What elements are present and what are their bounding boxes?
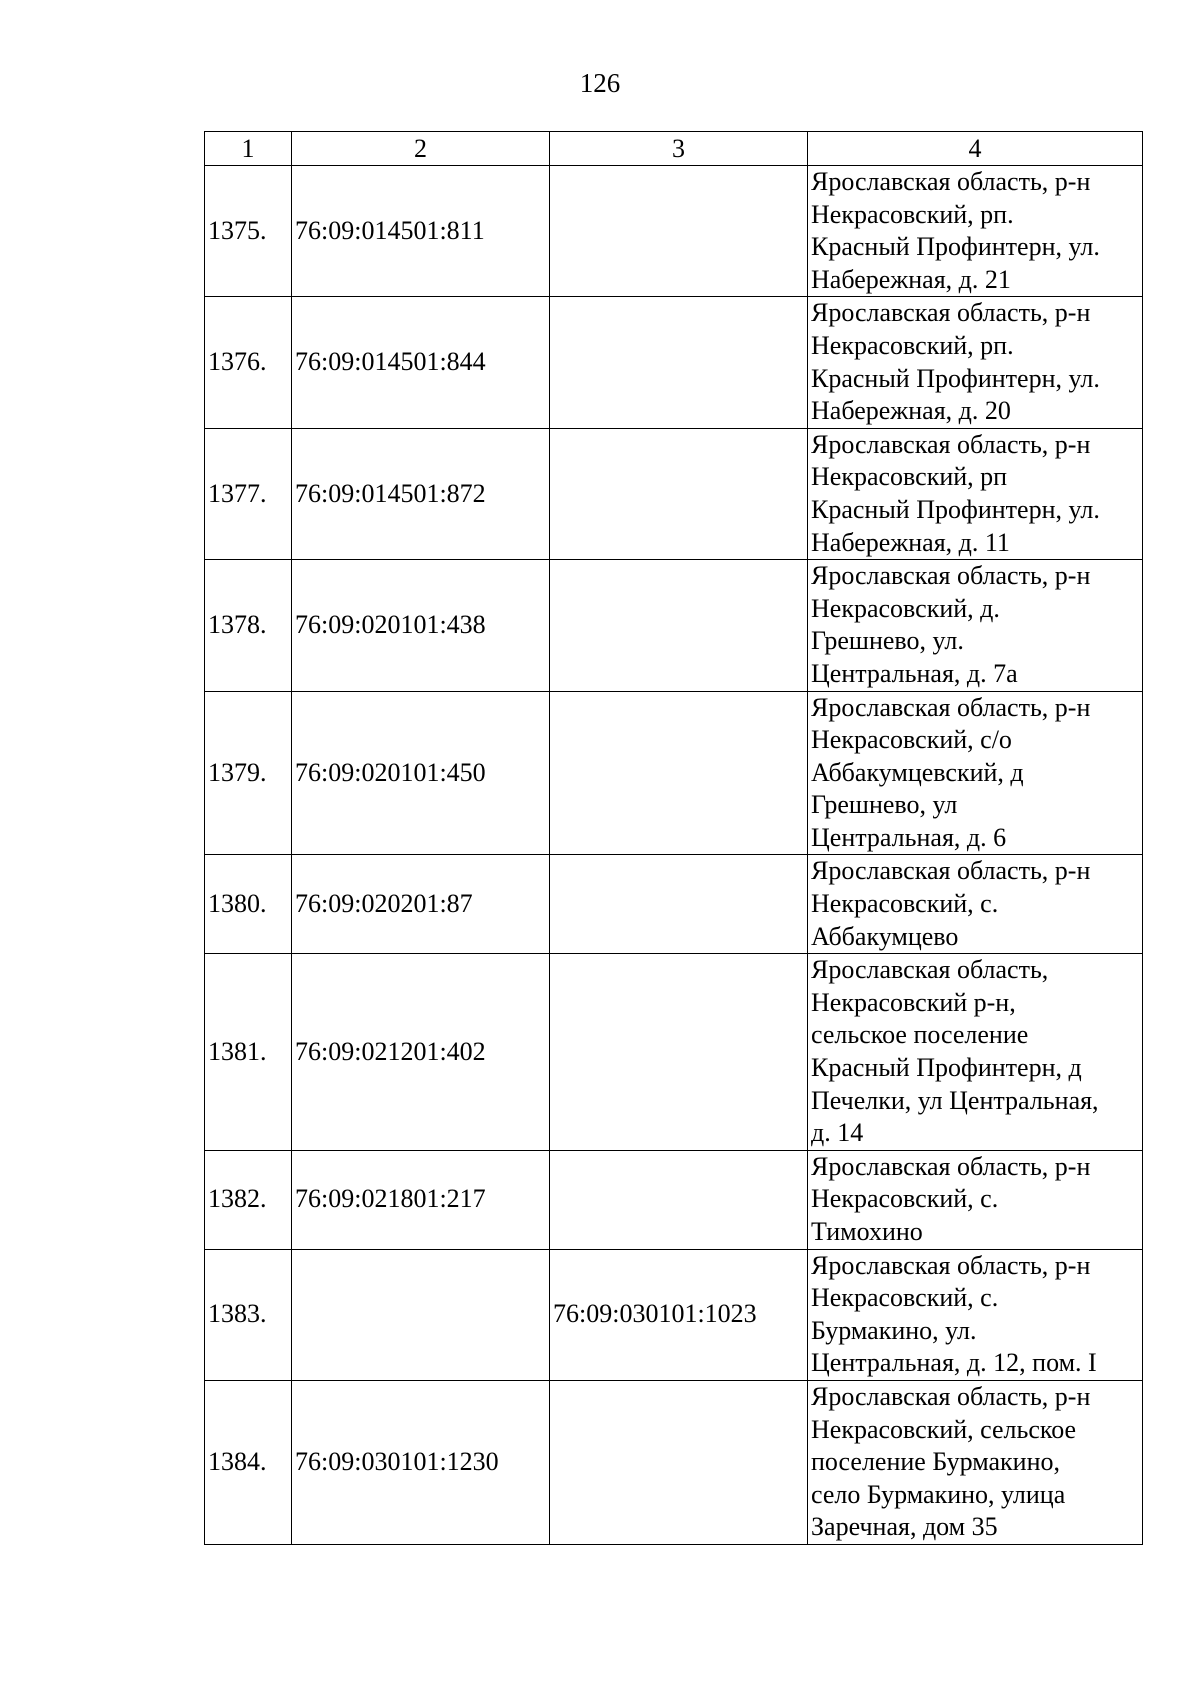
row-number: 1384. (205, 1380, 292, 1544)
cadastral-number: 76:09:021801:217 (292, 1150, 550, 1249)
header-cell-2: 2 (292, 132, 550, 166)
row-number: 1379. (205, 691, 292, 855)
table-row (205, 691, 1143, 855)
address: Ярославская область, р-н Некрасовский, с. Тимохино (808, 1150, 1143, 1249)
cadastral-number-alt: 76:09:030101:1023 (550, 1249, 808, 1380)
cadastral-number: 76:09:014501:811 (292, 166, 550, 297)
cadastral-number-alt (550, 166, 808, 297)
header-cell-3: 3 (550, 132, 808, 166)
cadastral-number: 76:09:020101:450 (292, 691, 550, 855)
cadastral-number-alt (550, 691, 808, 855)
registry-table (204, 131, 1143, 1545)
cadastral-number: 76:09:020101:438 (292, 560, 550, 691)
row-number: 1381. (205, 954, 292, 1151)
cadastral-number-alt (550, 560, 808, 691)
cadastral-number-alt (550, 1380, 808, 1544)
cadastral-number (292, 1249, 550, 1380)
table-row (205, 1380, 1143, 1544)
row-number: 1376. (205, 297, 292, 428)
table-row (205, 560, 1143, 691)
cadastral-number-alt (550, 428, 808, 559)
address: Ярославская область, р-н Некрасовский, сельское поселение Бурмакино, село Бурмакино, улица Заречная, дом 35 (808, 1380, 1143, 1544)
table-row (205, 166, 1143, 297)
row-number: 1375. (205, 166, 292, 297)
address: Ярославская область, р-н Некрасовский, рп. Красный Профинтерн, ул. Набережная, д. 21 (808, 166, 1143, 297)
table-row (205, 855, 1143, 954)
page-number: 126 (579, 68, 621, 98)
cadastral-number-alt (550, 954, 808, 1151)
cadastral-number: 76:09:020201:87 (292, 855, 550, 954)
table-row (205, 1150, 1143, 1249)
address: Ярославская область, р-н Некрасовский, с. Бурмакино, ул. Центральная, д. 12, пом. I (808, 1249, 1143, 1380)
cadastral-number-alt (550, 855, 808, 954)
row-number: 1378. (205, 560, 292, 691)
header-cell-1: 1 (205, 132, 292, 166)
address: Ярославская область, р-н Некрасовский, с/о Аббакумцевский, д Грешнево, ул Центральная, д. 6 (808, 691, 1143, 855)
row-number: 1377. (205, 428, 292, 559)
header-cell-4: 4 (808, 132, 1143, 166)
table-row (205, 428, 1143, 559)
table-row (205, 297, 1143, 428)
cadastral-number: 76:09:021201:402 (292, 954, 550, 1151)
cadastral-number-alt (550, 297, 808, 428)
cadastral-number: 76:09:014501:872 (292, 428, 550, 559)
table-row (205, 1249, 1143, 1380)
cadastral-number-alt (550, 1150, 808, 1249)
row-number: 1380. (205, 855, 292, 954)
cadastral-number: 76:09:030101:1230 (292, 1380, 550, 1544)
cadastral-number: 76:09:014501:844 (292, 297, 550, 428)
address: Ярославская область, р-н Некрасовский, д. Грешнево, ул. Центральная, д. 7а (808, 560, 1143, 691)
row-number: 1383. (205, 1249, 292, 1380)
address: Ярославская область, р-н Некрасовский, рп. Красный Профинтерн, ул. Набережная, д. 20 (808, 297, 1143, 428)
header-row (205, 132, 1143, 166)
address: Ярославская область, р-н Некрасовский, рп Красный Профинтерн, ул. Набережная, д. 11 (808, 428, 1143, 559)
table-row (205, 954, 1143, 1151)
row-number: 1382. (205, 1150, 292, 1249)
address: Ярославская область, Некрасовский р-н, сельское поселение Красный Профинтерн, д Печелки, ул Центральная, д. 14 (808, 954, 1143, 1151)
address: Ярославская область, р-н Некрасовский, с. Аббакумцево (808, 855, 1143, 954)
